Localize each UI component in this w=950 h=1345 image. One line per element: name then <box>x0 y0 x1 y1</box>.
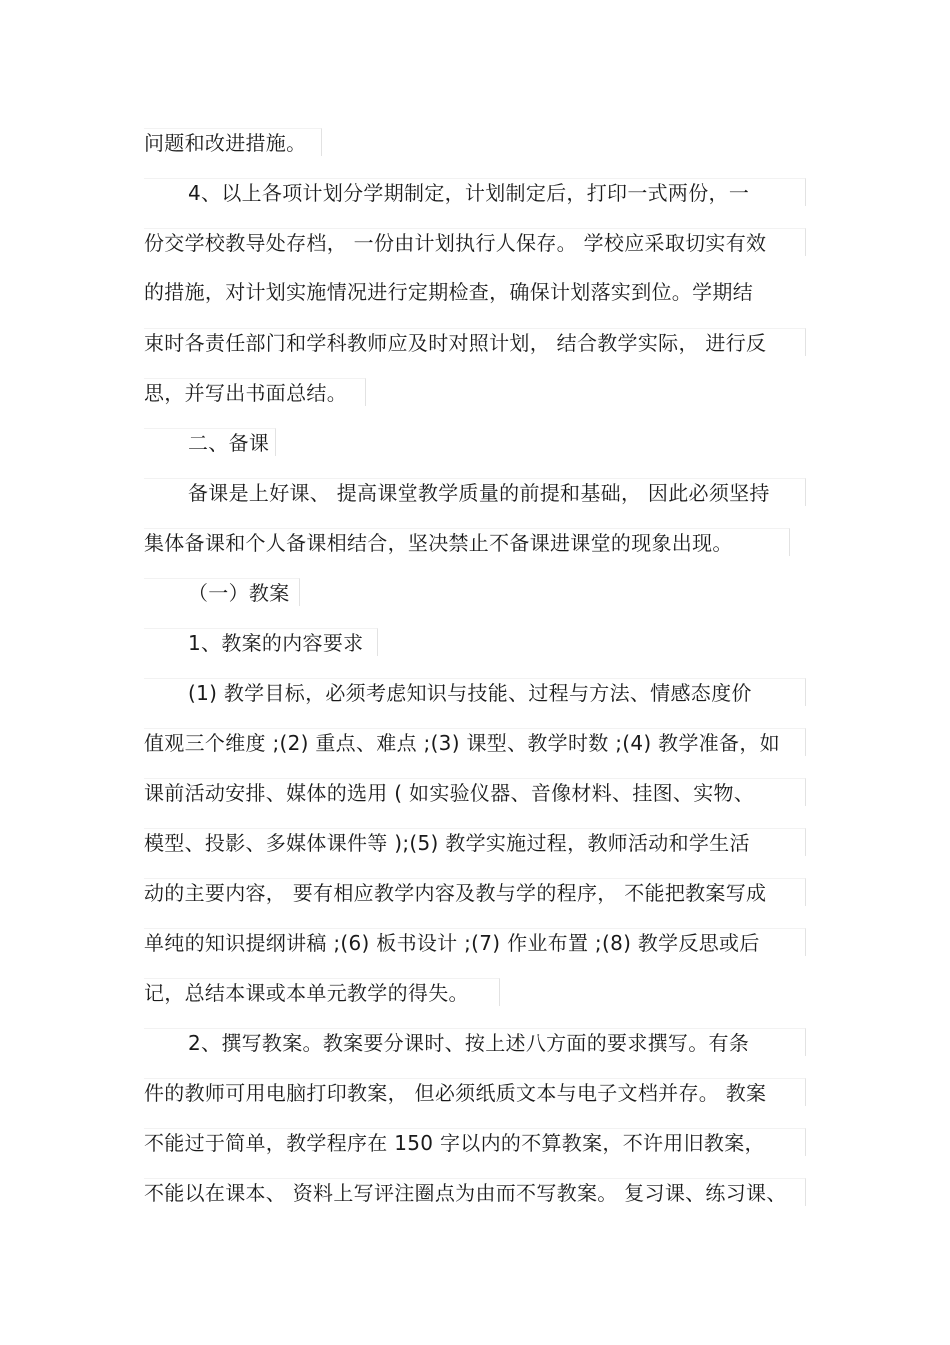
text-line: 问题和改进措施。 <box>144 128 322 156</box>
text-line: 思，并写出书面总结。 <box>144 378 366 406</box>
text-line: 集体备课和个人备课相结合，坚决禁止不备课进课堂的现象出现。 <box>144 528 790 556</box>
text-line: 单纯的知识提纲讲稿 ;(6) 板书设计 ;(7) 作业布置 ;(8) 教学反思或后 <box>144 928 806 956</box>
text-line: 不能过于简单，教学程序在 150 字以内的不算教案，不许用旧教案， <box>144 1128 806 1156</box>
text-line: 动的主要内容， 要有相应教学内容及教与学的程序， 不能把教案写成 <box>144 878 806 906</box>
text-line: 束时各责任部门和学科教师应及时对照计划， 结合教学实际， 进行反 <box>144 328 806 356</box>
section-heading: 二、备课 <box>144 428 276 456</box>
text-line: 件的教师可用电脑打印教案， 但必须纸质文本与电子文档并存。 教案 <box>144 1078 806 1106</box>
text-line: 模型、投影、多媒体课件等 );(5) 教学实施过程，教师活动和学生活 <box>144 828 806 856</box>
text-line: 的措施，对计划实施情况进行定期检查，确保计划落实到位。学期结 <box>144 280 753 304</box>
text-line: 记，总结本课或本单元教学的得失。 <box>144 978 500 1006</box>
subsection-heading: （一）教案 <box>144 578 300 606</box>
subsection-heading: 1、教案的内容要求 <box>144 628 378 656</box>
text-line: 份交学校教导处存档， 一份由计划执行人保存。 学校应采取切实有效 <box>144 228 806 256</box>
text-line: 不能以在课本、 资料上写评注圈点为由而不写教案。 复习课、练习课、 <box>144 1178 806 1206</box>
text-line: 4、以上各项计划分学期制定，计划制定后，打印一式两份，一 <box>144 178 806 206</box>
text-line: 值观三个维度 ;(2) 重点、难点 ;(3) 课型、教学时数 ;(4) 教学准备，如 <box>144 728 806 756</box>
text-line: 备课是上好课、 提高课堂教学质量的前提和基础， 因此必须坚持 <box>144 478 806 506</box>
text-line: 课前活动安排、媒体的选用 ( 如实验仪器、音像材料、挂图、实物、 <box>144 778 806 806</box>
text-line: (1) 教学目标，必须考虑知识与技能、过程与方法、情感态度价 <box>144 678 806 706</box>
text-line: 2、撰写教案。教案要分课时、按上述八方面的要求撰写。有条 <box>144 1028 806 1056</box>
